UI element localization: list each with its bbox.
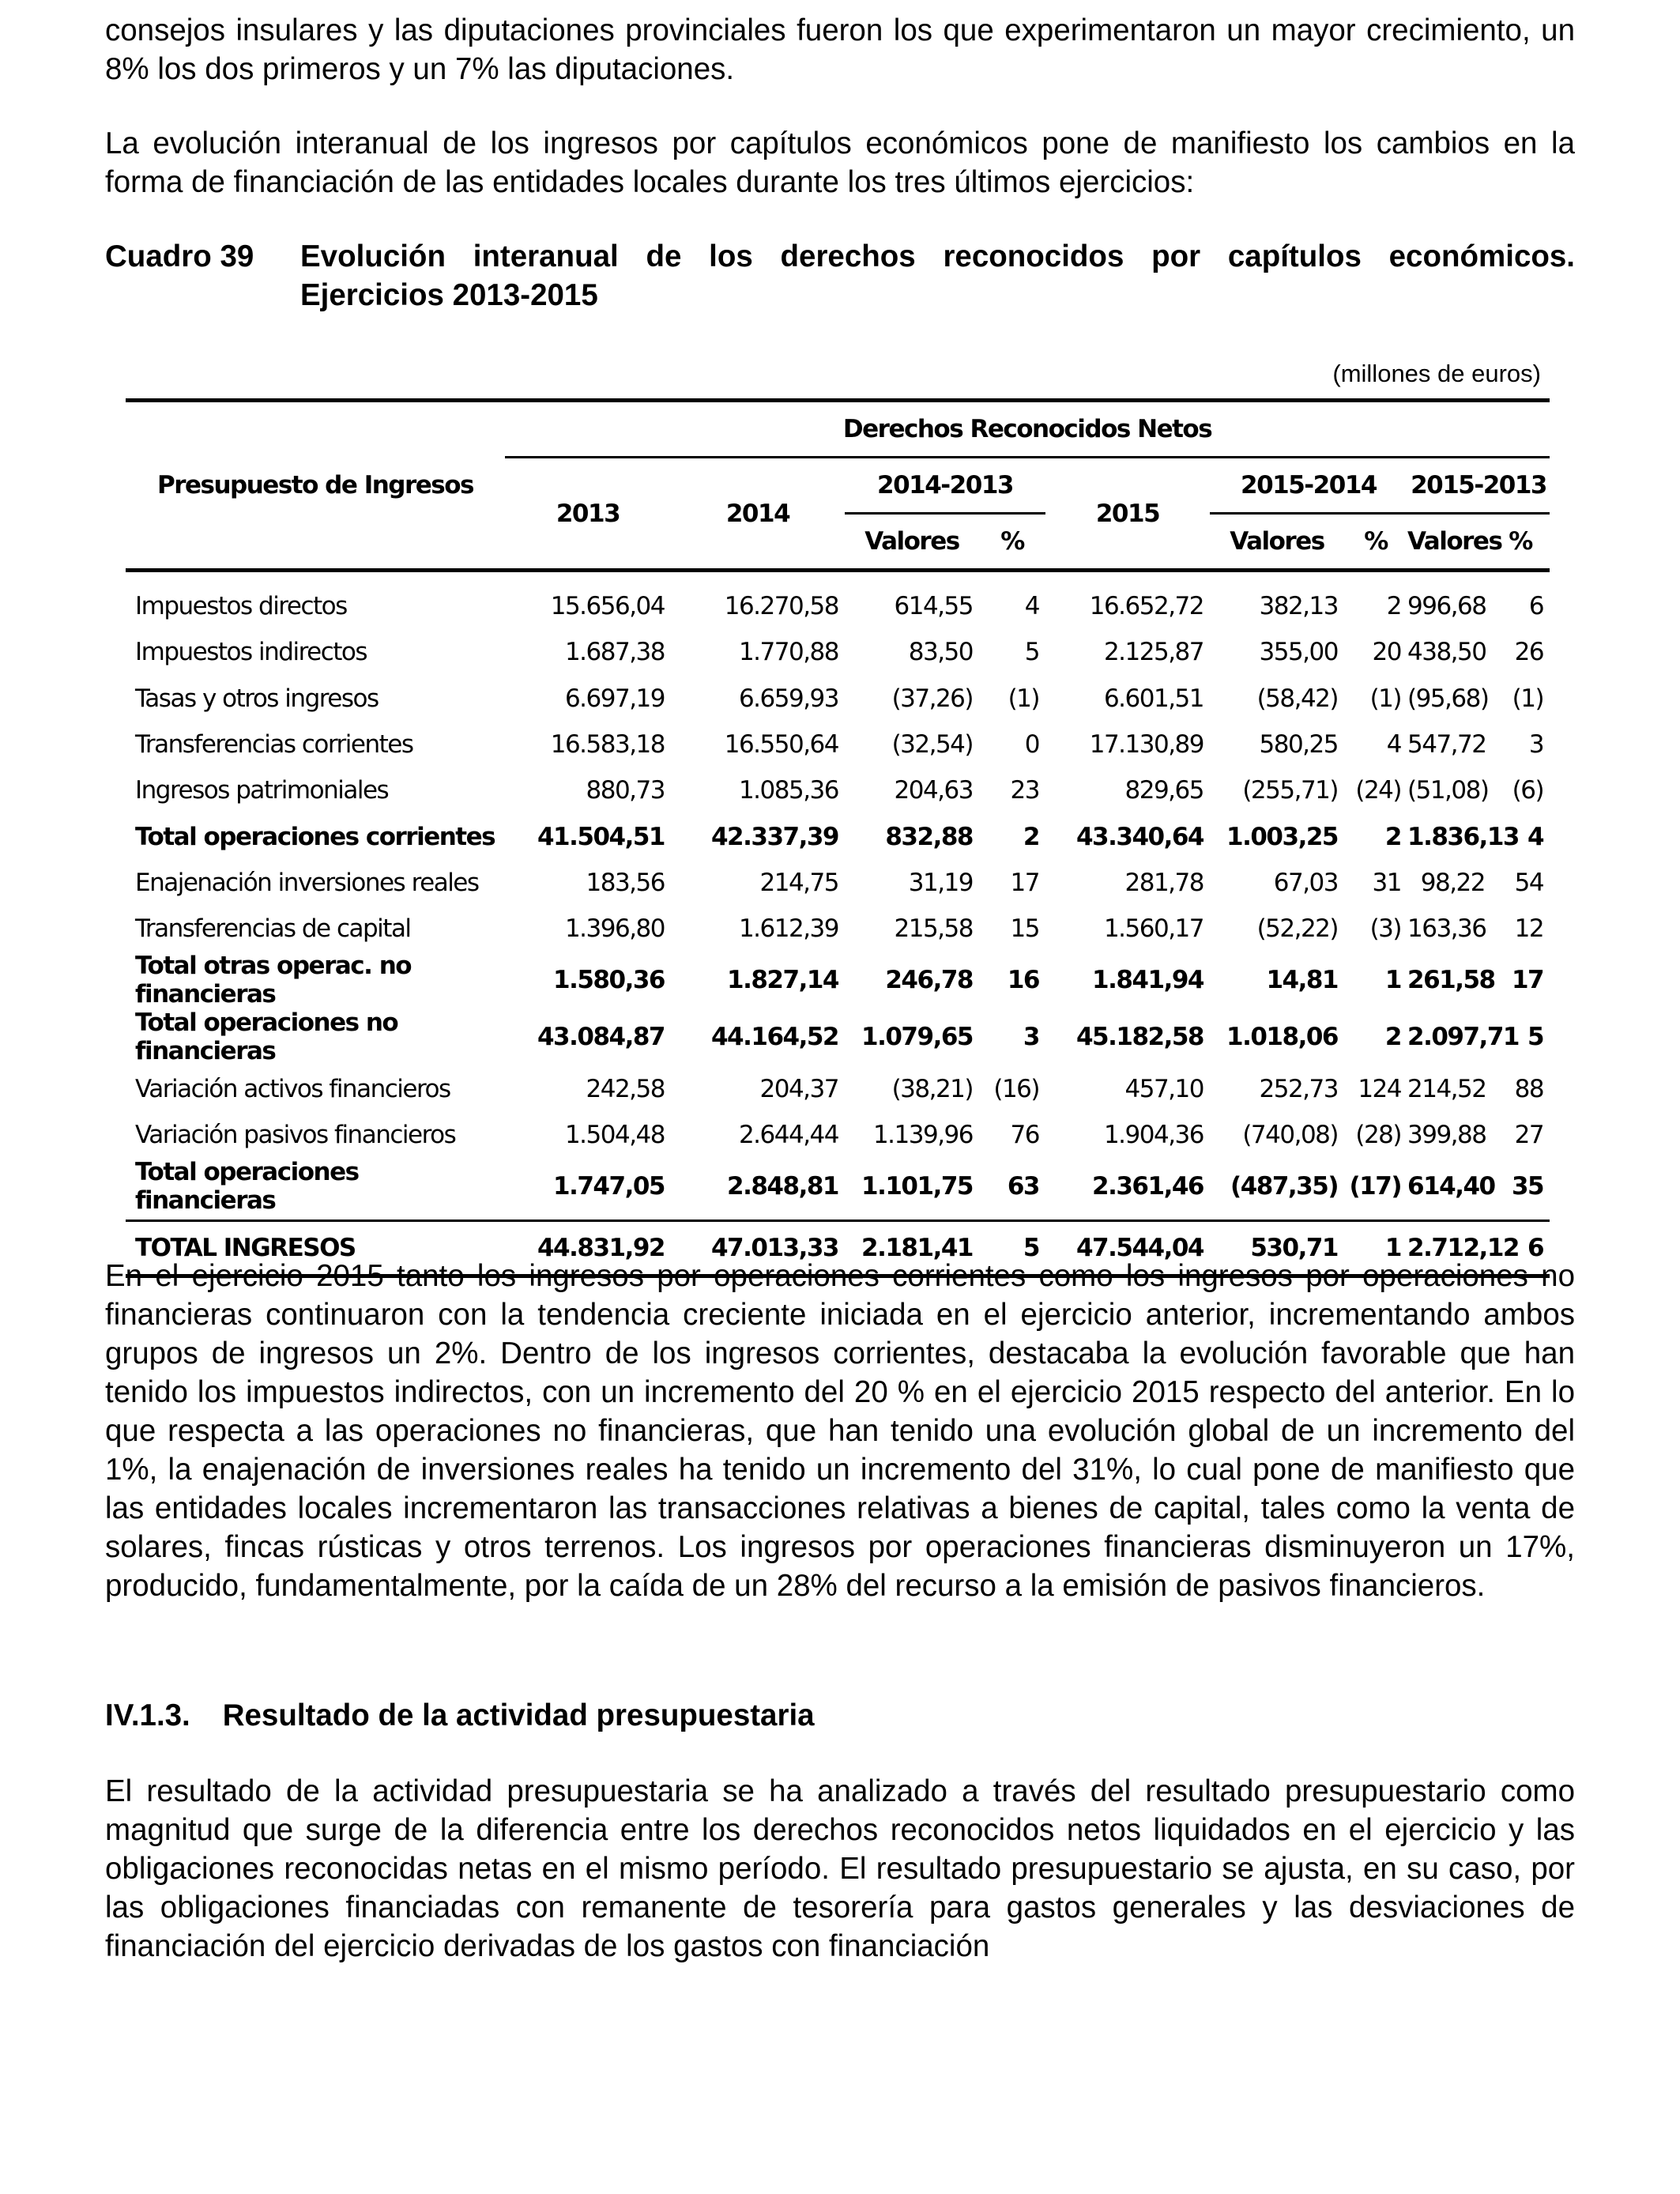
cell-2015-2013-pct: 54 [1514, 868, 1544, 897]
header-2014: 2014 [671, 458, 845, 571]
cell-2015: 829,65 [1124, 776, 1203, 805]
cell-2015: 17.130,89 [1089, 730, 1203, 760]
cell-label: Tasas y otros ingresos [135, 684, 379, 713]
cell-2014-2013-valores: 2.181,41 [861, 1233, 973, 1262]
table-caption-number: Cuadro 39 [105, 239, 254, 273]
cell-2015-2014-valores: (52,22) [1256, 914, 1338, 944]
paragraph-evolution-intro: La evolución interanual de los ingresos por capítulos económicos pone de manifiesto los cambios en la forma de financiación de las entidades locales durante los tres últimos ejercicios: [105, 126, 1575, 199]
cell-2014-2013-pct: 63 [1007, 1171, 1039, 1201]
cell-2014: 1.085,36 [738, 776, 838, 805]
cell-2014-2013-valores: (32,54) [891, 730, 973, 760]
cell-2014: 47.013,33 [710, 1233, 838, 1262]
cell-2015-2013-pct: 35 [1511, 1171, 1544, 1201]
cell-2015-2014-pct: 2 [1386, 592, 1401, 621]
cell-2014-2013-valores: 614,55 [894, 592, 973, 621]
cell-2013: 1.747,05 [553, 1171, 665, 1201]
cell-2015: 1.904,36 [1103, 1120, 1203, 1149]
cell-2015-2014-pct: 1 [1384, 966, 1401, 995]
cell-2015: 1.560,17 [1103, 914, 1203, 944]
cell-2015-2014-pct: 4 [1386, 730, 1401, 760]
cell-2015: 47.544,04 [1075, 1233, 1203, 1262]
section-number: IV.1.3. [105, 1698, 190, 1732]
cell-2013: 15.656,04 [550, 592, 665, 621]
cell-2015-2013-pct: 6 [1527, 1233, 1544, 1262]
table-row [126, 583, 1550, 629]
cell-2013: 1.687,38 [564, 638, 665, 667]
cell-label: Total operaciones no financieras [135, 1008, 398, 1066]
cell-2014-2013-valores: (38,21) [891, 1074, 973, 1103]
cell-label: Ingresos patrimoniales [135, 776, 389, 805]
cell-2015-2014-pct: (1) [1369, 684, 1401, 713]
cell-label: Transferencias corrientes [135, 730, 413, 760]
cell-2015-2013-valores: (95,68) [1407, 684, 1489, 713]
cell-2015-2014-pct: (3) [1369, 914, 1401, 944]
cell-2013: 1.504,48 [564, 1120, 665, 1149]
cell-2014-2013-valores: (37,26) [891, 684, 973, 713]
cell-label: Enajenación inversiones reales [135, 868, 479, 897]
table-unit-note: (millones de euros) [1332, 360, 1541, 387]
cell-2015-2014-valores: 355,00 [1259, 638, 1338, 667]
cell-2015-2014-pct: 2 [1384, 1023, 1401, 1052]
cell-2013: 880,73 [586, 776, 665, 805]
cell-2015-2013-valores: 214,52 [1407, 1074, 1486, 1103]
cell-2014-2013-pct: 23 [1010, 776, 1039, 805]
header-2014-2013: 2014-2013 [845, 458, 1045, 514]
cell-2014: 42.337,39 [710, 822, 838, 851]
cell-2015-2013-pct: (1) [1512, 684, 1544, 713]
cell-2015: 281,78 [1124, 868, 1203, 897]
cell-2014: 1.770,88 [738, 638, 838, 667]
cell-2013: 6.697,19 [564, 684, 665, 713]
cell-2014: 214,75 [759, 868, 838, 897]
paragraph-analysis-2015: En el ejercicio 2015 tanto los ingresos por operaciones corrientes como los ingresos por operaciones no financieras continuaron con la tendencia creciente iniciada en el ejercicio anterior, incrementando ambos grupos de ingresos un 2%. Dentro de los ingresos corrientes, destacaba la evolución favorable que han tenido los impuestos indirectos, con un incremento del 20 % en el ejercicio 2015 respecto del anterior. En lo que respecta a las operaciones no financieras, que han tenido una evolución global de un incremento del 1%, la enajenación de inversiones reales ha tenido un incremento del 31%, lo cual pone de manifiesto que las entidades locales incrementaron las transacciones relativas a bienes de capital, tales como la venta de solares, fincas rústicas y otros terrenos. Los ingresos por operaciones financieras disminuyeron un 17%, producido, fundamentalmente, por la caída de un 28% del recurso a la emisión de pasivos financieros. [105, 1259, 1575, 1603]
cell-2014: 16.270,58 [724, 592, 838, 621]
cell-2014: 16.550,64 [724, 730, 838, 760]
table-row [126, 952, 1550, 1008]
cell-2014: 1.612,39 [738, 914, 838, 944]
cell-2015-2014-pct: 1 [1384, 1233, 1401, 1262]
cell-2014-2013-valores: 1.101,75 [861, 1171, 973, 1201]
table-row [126, 906, 1550, 952]
header-row-label: Presupuesto de Ingresos [156, 471, 473, 499]
cell-2015-2013-valores: 1.836,13 [1407, 822, 1519, 851]
cell-2014-2013-pct: (16) [993, 1074, 1039, 1103]
cell-2014-2013-valores: 1.139,96 [872, 1120, 973, 1149]
header-pct: % [1491, 514, 1550, 571]
cell-label: TOTAL INGRESOS [135, 1233, 356, 1262]
header-2013: 2013 [505, 458, 671, 571]
cell-2014-2013-pct: 17 [1010, 868, 1039, 897]
table-row [126, 767, 1550, 813]
cell-2014: 1.827,14 [727, 966, 838, 995]
cell-2015-2014-valores: 530,71 [1250, 1233, 1338, 1262]
table-body [126, 571, 1550, 1221]
cell-2015: 45.182,58 [1075, 1023, 1203, 1052]
header-valores: Valores [1210, 514, 1344, 571]
header-valores: Valores [845, 514, 979, 571]
cell-2015-2013-pct: 27 [1514, 1120, 1544, 1149]
cell-2014: 6.659,93 [738, 684, 838, 713]
header-2015: 2015 [1045, 458, 1210, 571]
cell-2014-2013-pct: 16 [1007, 966, 1039, 995]
cell-2015-2013-valores: (51,08) [1407, 776, 1489, 805]
cell-2015-2013-pct: 12 [1514, 914, 1544, 944]
cell-2014-2013-pct: 5 [1024, 638, 1039, 667]
cell-2015-2014-pct: (28) [1355, 1120, 1401, 1149]
header-2015-2014: 2015-2014 [1210, 458, 1407, 514]
cell-2015-2014-valores: (740,08) [1242, 1120, 1338, 1149]
section-heading [105, 1696, 1575, 1735]
cell-2014-2013-pct: 3 [1023, 1023, 1039, 1052]
cell-2014-2013-valores: 83,50 [908, 638, 973, 667]
cell-2015: 2.361,46 [1092, 1171, 1203, 1201]
table-row [126, 1065, 1550, 1111]
cell-2015-2013-valores: 996,68 [1407, 592, 1486, 621]
cell-2014: 44.164,52 [710, 1023, 838, 1052]
cell-2015-2013-pct: 17 [1511, 966, 1544, 995]
table-row [126, 722, 1550, 767]
header-2015-2013: 2015-2013 [1407, 458, 1550, 514]
cell-2013: 242,58 [586, 1074, 665, 1103]
cell-2015-2014-pct: 20 [1372, 638, 1401, 667]
cell-2015-2013-valores: 98,22 [1420, 868, 1485, 897]
cell-2015-2013-pct: 26 [1514, 638, 1544, 667]
cell-2015-2013-valores: 2.097,71 [1407, 1023, 1519, 1052]
cell-label: Total operaciones financieras [135, 1157, 359, 1215]
cell-2014: 2.644,44 [738, 1120, 838, 1149]
cell-2015-2014-valores: 1.003,25 [1226, 822, 1338, 851]
table-row [126, 860, 1550, 906]
cell-2014-2013-pct: 76 [1010, 1120, 1039, 1149]
cell-2015-2014-valores: (255,71) [1242, 776, 1338, 805]
cell-label: Variación pasivos financieros [135, 1120, 456, 1149]
cell-2015-2014-valores: 382,13 [1259, 592, 1338, 621]
cell-2014-2013-valores: 31,19 [908, 868, 973, 897]
cell-2014-2013-valores: 246,78 [885, 966, 973, 995]
cell-2013: 43.084,87 [537, 1023, 665, 1052]
cell-2015-2013-pct: 6 [1528, 592, 1544, 621]
header-pct: % [1344, 514, 1407, 571]
cell-2014-2013-valores: 215,58 [894, 914, 973, 944]
cell-2015-2013-pct: 5 [1527, 1023, 1544, 1052]
revenue-table-container [126, 398, 1550, 1278]
cell-2015: 6.601,51 [1103, 684, 1203, 713]
cell-2013: 1.396,80 [564, 914, 665, 944]
cell-2015: 2.125,87 [1103, 638, 1203, 667]
cell-label: Impuestos directos [135, 592, 347, 621]
cell-2015-2013-pct: 4 [1527, 822, 1544, 851]
header-pct: % [979, 514, 1045, 571]
table-row [126, 1112, 1550, 1158]
section-title: Resultado de la actividad presupuestaria [222, 1698, 815, 1732]
cell-2013: 183,56 [586, 868, 665, 897]
cell-2013: 44.831,92 [537, 1233, 665, 1262]
cell-2015-2013-pct: (6) [1512, 776, 1544, 805]
table-row [126, 676, 1550, 722]
cell-2015-2014-valores: 252,73 [1259, 1074, 1338, 1103]
cell-2015-2013-valores: 2.712,12 [1407, 1233, 1519, 1262]
header-valores: Valores [1407, 514, 1491, 571]
cell-2014-2013-valores: 1.079,65 [861, 1023, 973, 1052]
table-row [126, 629, 1550, 675]
cell-label: Impuestos indirectos [135, 638, 367, 667]
paragraph-budget-result: El resultado de la actividad presupuestaria se ha analizado a través del resultado presupuestario como magnitud que surge de la diferencia entre los derechos reconocidos netos liquidados en el ejercicio y las obligaciones reconocidas netas en el mismo período. El resultado presupuestario se ajusta, en su caso, por las obligaciones financiadas con remanente de tesorería para gastos generales y las desviaciones de financiación del ejercicio derivadas de los gastos con financiación [105, 1774, 1575, 1963]
table-caption-title: Evolución interanual de los derechos reconocidos por capítulos económicos. Ejercicios 2013-2015 [300, 239, 1575, 312]
cell-2014-2013-valores: 204,63 [894, 776, 973, 805]
header-group: Derechos Reconocidos Netos [842, 415, 1212, 443]
cell-label: Total otras operac. no financieras [135, 952, 412, 1009]
cell-2015-2013-valores: 547,72 [1407, 730, 1486, 760]
paragraph-intro-continuation: consejos insulares y las diputaciones provinciales fueron los que experimentaron un mayor crecimiento, un 8% los dos primeros y un 7% las diputaciones. [105, 13, 1575, 86]
cell-2015-2014-valores: 580,25 [1259, 730, 1338, 760]
cell-2015-2014-valores: 14,81 [1266, 966, 1338, 995]
cell-2014: 2.848,81 [727, 1171, 838, 1201]
cell-2015-2013-valores: 438,50 [1407, 638, 1486, 667]
cell-2014-2013-pct: 4 [1024, 592, 1039, 621]
cell-2015-2014-pct: 2 [1384, 822, 1401, 851]
cell-2015-2014-pct: (24) [1355, 776, 1401, 805]
cell-2014-2013-pct: (1) [1008, 684, 1039, 713]
cell-2015-2013-valores: 399,88 [1407, 1120, 1486, 1149]
table-row [126, 813, 1550, 859]
cell-2015-2014-valores: (58,42) [1256, 684, 1338, 713]
cell-2015: 16.652,72 [1089, 592, 1203, 621]
cell-2014: 204,37 [759, 1074, 838, 1103]
revenue-table [126, 398, 1550, 1278]
cell-2015-2013-pct: 3 [1528, 730, 1544, 760]
cell-2015-2013-valores: 261,58 [1407, 966, 1495, 995]
cell-2013: 16.583,18 [550, 730, 665, 760]
cell-2015-2014-pct: (17) [1349, 1171, 1401, 1201]
cell-2015-2014-pct: 124 [1358, 1074, 1401, 1103]
cell-2014-2013-pct: 2 [1023, 822, 1039, 851]
cell-label: Total operaciones corrientes [135, 822, 495, 851]
cell-2015-2014-valores: 67,03 [1273, 868, 1338, 897]
table-row [126, 1008, 1550, 1065]
cell-2015-2014-valores: (487,35) [1230, 1171, 1338, 1201]
cell-2015-2013-valores: 163,36 [1407, 914, 1486, 944]
cell-2015-2013-pct: 88 [1514, 1074, 1544, 1103]
cell-2014-2013-pct: 5 [1023, 1233, 1039, 1262]
cell-2014-2013-pct: 0 [1024, 730, 1039, 760]
cell-2015: 457,10 [1124, 1074, 1203, 1103]
cell-2015-2014-pct: 31 [1372, 868, 1401, 897]
cell-2014-2013-valores: 832,88 [885, 822, 973, 851]
cell-2013: 41.504,51 [537, 822, 665, 851]
cell-2014-2013-pct: 15 [1010, 914, 1039, 944]
cell-2013: 1.580,36 [553, 966, 665, 995]
cell-2015-2013-valores: 614,40 [1407, 1171, 1495, 1201]
cell-2015: 43.340,64 [1075, 822, 1203, 851]
cell-label: Variación activos financieros [135, 1074, 450, 1103]
cell-2015-2014-valores: 1.018,06 [1226, 1023, 1338, 1052]
table-row [126, 1158, 1550, 1215]
table-caption [105, 237, 1575, 315]
cell-label: Transferencias de capital [135, 914, 411, 944]
cell-2015: 1.841,94 [1092, 966, 1203, 995]
